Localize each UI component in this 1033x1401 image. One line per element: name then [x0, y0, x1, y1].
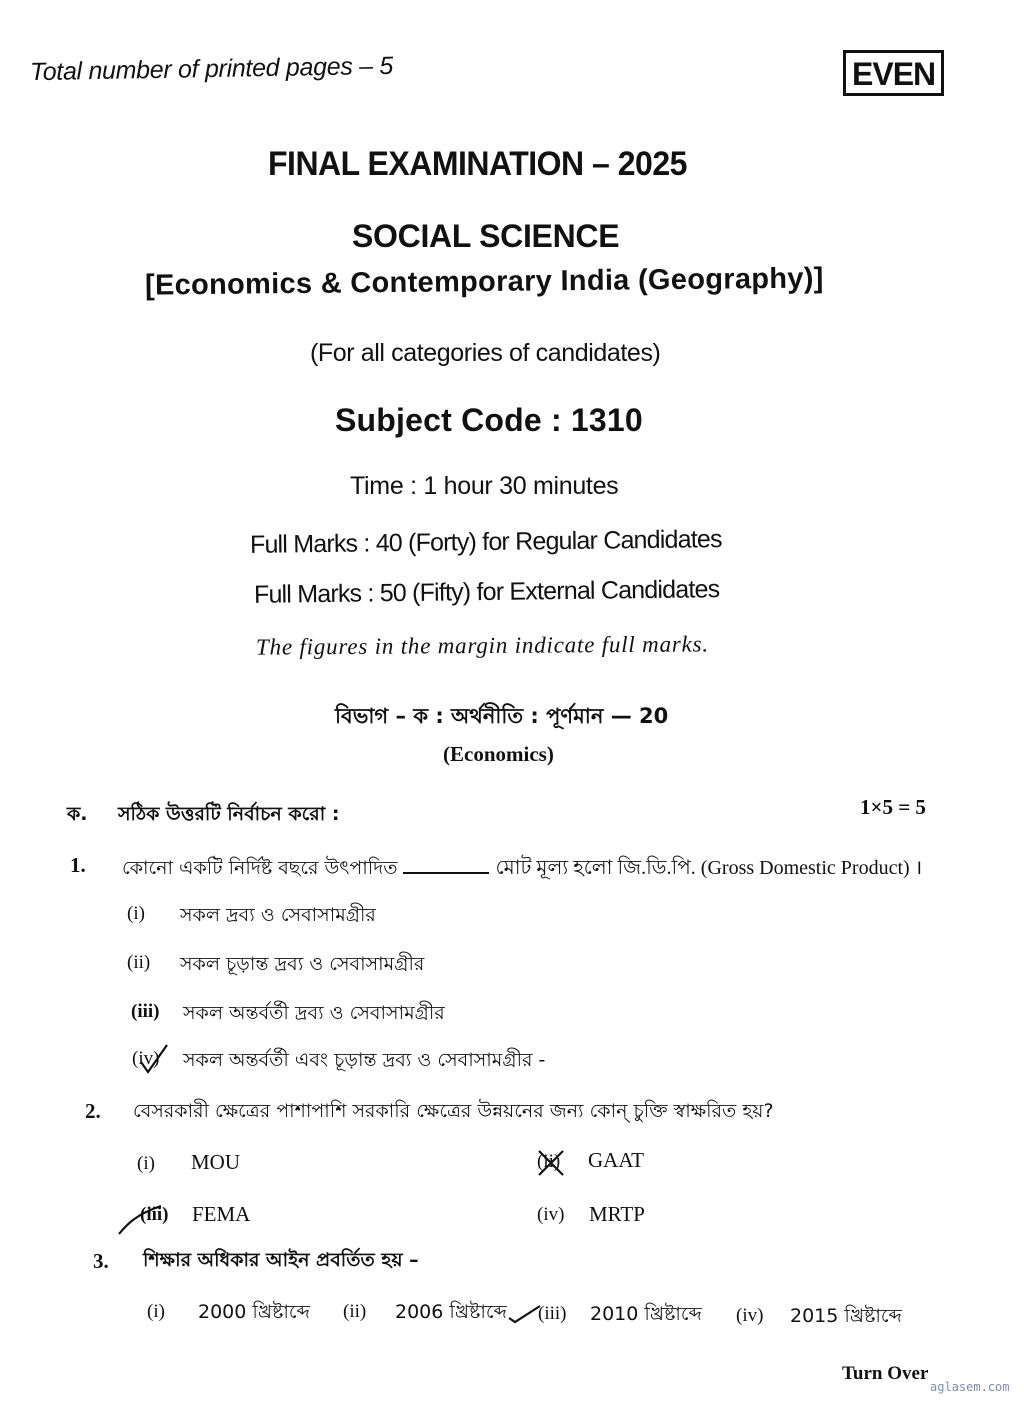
option-label: (i) [137, 1153, 155, 1174]
option-label: (iii) [140, 1204, 169, 1225]
option-label: (iii) [538, 1303, 567, 1324]
turn-over-note: Turn Over [842, 1363, 929, 1384]
part-label: ক. [67, 803, 88, 825]
question-text-after: মোট মূল্য হলো জি.ডি.পি. (Gross Domestic Product) । [495, 857, 923, 879]
option-label: (i) [147, 1301, 165, 1322]
option-label: (iv) [736, 1305, 764, 1326]
margin-note: The figures in the margin indicate full marks. [255, 631, 709, 660]
option-text: সকল অন্তর্বর্তী এবং চূড়ান্ত দ্রব্য ও সেবাসামগ্রীর - [183, 1049, 546, 1071]
option-label: (iv) [537, 1204, 565, 1225]
question-text [122, 853, 922, 886]
section-heading: বিভাগ – ক : অর্থনীতি : পূর্ণমান — 20 [335, 704, 669, 728]
full-marks-regular: Full Marks : 40 (Forty) for Regular Candidates [249, 525, 722, 559]
full-marks-external: Full Marks : 50 (Fifty) for External Candidates [253, 575, 720, 609]
cross-mark-icon [534, 1146, 568, 1180]
subject-code: Subject Code : 1310 [335, 402, 643, 438]
option-text: সকল দ্রব্য ও সেবাসামগ্রীর [180, 904, 376, 926]
option-label: (ii) [343, 1301, 367, 1322]
option-label: (iii) [131, 1001, 160, 1022]
question-number: 3. [93, 1249, 109, 1273]
option-text: 2006 খ্রিষ্টাব্দে [395, 1301, 507, 1323]
even-badge: EVEN [843, 50, 944, 96]
option-text: MRTP [589, 1202, 645, 1226]
exam-title: FINAL EXAMINATION – 2025 [268, 143, 687, 183]
option-text: FEMA [192, 1202, 251, 1226]
exam-time: Time : 1 hour 30 minutes [350, 472, 619, 500]
watermark: aglasem.com [930, 1380, 1010, 1394]
part-marks: 1×5 = 5 [860, 795, 926, 819]
answer-blank [403, 854, 489, 874]
option-text: 2015 খ্রিষ্টাব্দে [790, 1305, 902, 1327]
subject-subtitle: [Economics & Contemporary India (Geography)] [144, 262, 824, 302]
option-label: (i) [127, 903, 145, 924]
question-number: 1. [70, 853, 86, 877]
tick-mark-icon [115, 1200, 167, 1240]
subject-name: SOCIAL SCIENCE [352, 218, 620, 254]
option-label: (iv) [132, 1048, 160, 1069]
tick-mark-icon [138, 1042, 170, 1076]
question-text: বেসরকারী ক্ষেত্রের পাশাপাশি সরকারি ক্ষেত্রের উন্নয়নের জন্য কোন্ চুক্তি স্বাক্ষরিত হয়? [133, 1100, 774, 1122]
candidate-categories: (For all categories of candidates) [310, 339, 661, 367]
option-label: (ii) [537, 1151, 561, 1172]
part-instruction: সঠিক উত্তরটি নির্বাচন করো : [118, 803, 340, 825]
section-heading-english: (Economics) [443, 742, 554, 766]
option-text: GAAT [588, 1148, 644, 1172]
option-text: সকল চূড়ান্ত দ্রব্য ও সেবাসামগ্রীর [180, 953, 425, 975]
option-label: (ii) [127, 952, 151, 973]
option-text: MOU [191, 1150, 241, 1174]
question-text-before: কোনো একটি নির্দিষ্ট বছরে উৎপাদিত [122, 857, 398, 879]
option-text: 2010 খ্রিষ্টাব্দে [590, 1303, 702, 1325]
printed-pages-note: Total number of printed pages – 5 [29, 51, 394, 87]
option-text: সকল অন্তর্বর্তী দ্রব্য ও সেবাসামগ্রীর [183, 1002, 445, 1024]
option-text: 2000 খ্রিষ্টাব্দে [198, 1301, 310, 1323]
question-text: শিক্ষার অধিকার আইন প্রবর্তিত হয় – [143, 1249, 419, 1271]
question-number: 2. [85, 1099, 101, 1123]
